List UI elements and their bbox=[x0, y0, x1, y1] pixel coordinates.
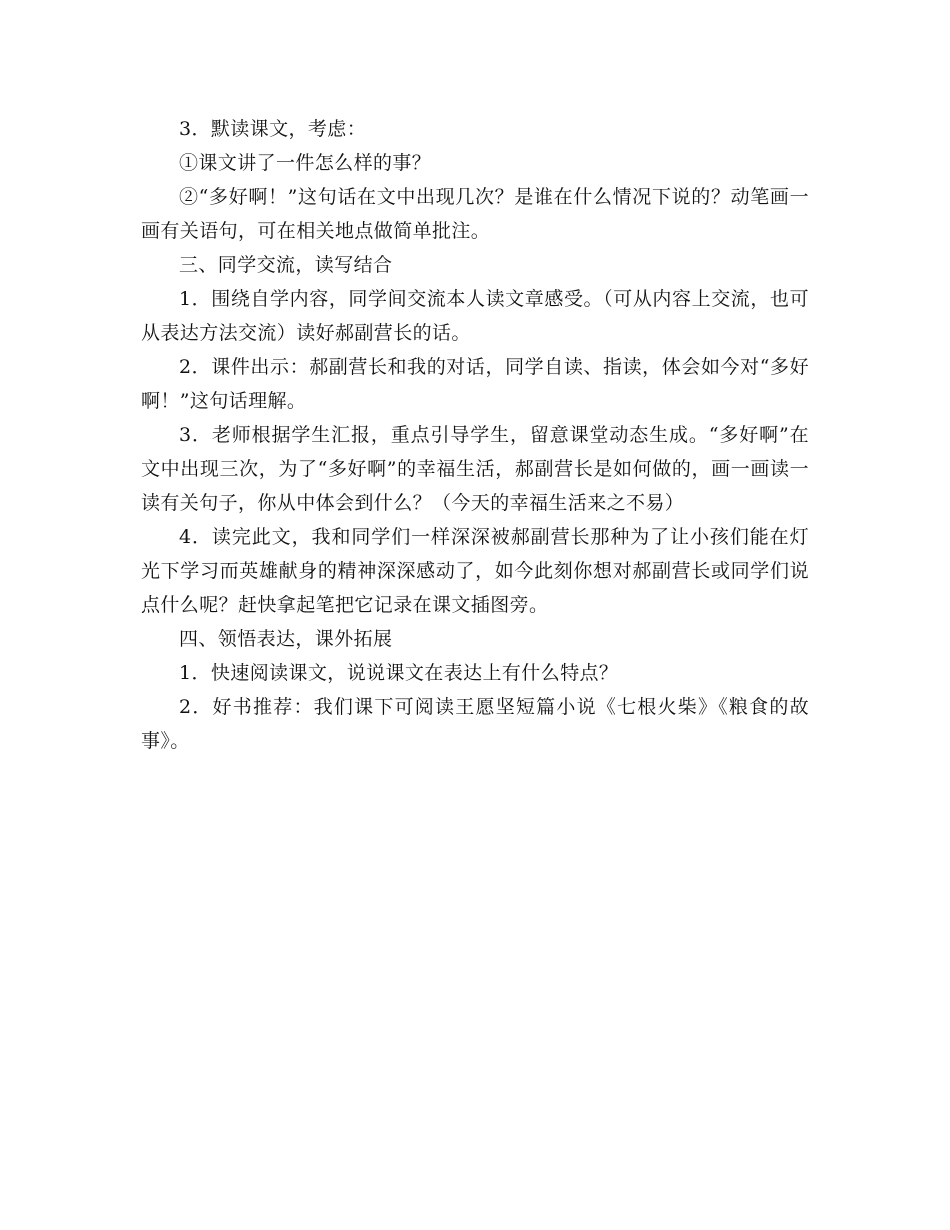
paragraph-question-2: ②“多好啊！”这句话在文中出现几次？是谁在什么情况下说的？动笔画一画有关语句，可在相关地点做简单批注。 bbox=[141, 186, 809, 242]
paragraph-item-3: 3．老师根据学生汇报，重点引导学生，留意课堂动态生成。“多好啊”在文中出现三次，为了“多好啊”的幸福生活，郝副营长是如何做的，画一画读一读有关句子，你从中体会到什么？（今天的幸福生活来之不易） bbox=[141, 424, 809, 514]
paragraph-item-4-2: 2．好书推荐：我们课下可阅读王愿坚短篇小说《七根火柴》《粮食的故事》。 bbox=[141, 696, 809, 752]
paragraph-item-2: 2．课件出示：郝副营长和我的对话，同学自读、指读，体会如今对“多好啊！”这句话理解。 bbox=[141, 356, 809, 412]
paragraph-item-4: 4．读完此文，我和同学们一样深深被郝副营长那种为了让小孩们能在灯光下学习而英雄献身的精神深深感动了，如今此刻你想对郝副营长或同学们说点什么呢？赶快拿起笔把它记录在课文插图旁。 bbox=[141, 526, 809, 616]
paragraph-question-1: ①课文讲了一件怎么样的事？ bbox=[179, 152, 432, 174]
section-heading-3: 三、同学交流，读写结合 bbox=[179, 254, 393, 276]
paragraph-item-1: 1．围绕自学内容，同学间交流本人读文章感受。（可从内容上交流，也可从表达方法交流）读好郝副营长的话。 bbox=[141, 288, 809, 344]
paragraph-step-3-silent-reading: 3．默读课文，考虑： bbox=[179, 118, 367, 140]
document-body bbox=[141, 112, 809, 758]
section-heading-4: 四、领悟表达，课外拓展 bbox=[179, 628, 393, 650]
paragraph-item-4-1: 1．快速阅读课文，说说课文在表达上有什么特点？ bbox=[179, 662, 619, 684]
